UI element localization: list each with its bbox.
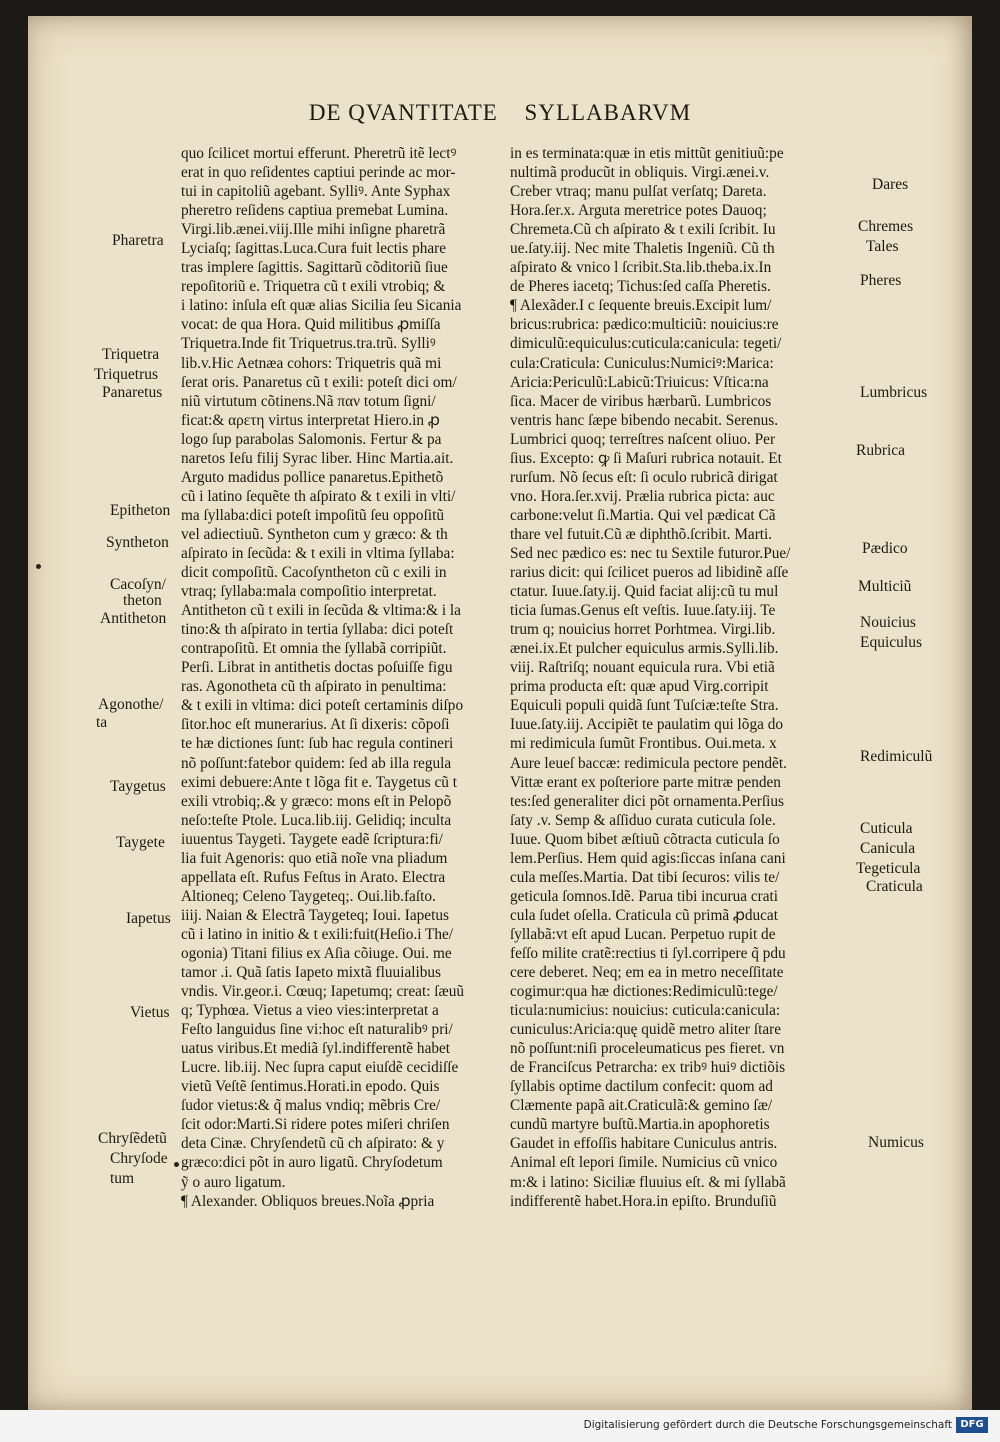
text-line: vocat: de qua Hora. Quid militibus ꝓmiſſa xyxy=(181,316,441,334)
text-line: Sed nec pædico es: nec tu Sextile futuror.Pue/ xyxy=(510,544,791,562)
text-line: Triquetra.Inde fit Triquetrus.tra.trũ. Sylliꝰ xyxy=(181,335,436,353)
text-line: Altioneq; Celeno Taygeteq;. Oui.lib.faſto. xyxy=(181,887,436,905)
text-line: pheretro reſidens captiua premebat Lumina. xyxy=(181,202,449,220)
funding-credit: Digitalisierung gefördert durch die Deutsche Forschungsgemeinschaft xyxy=(583,1419,952,1431)
text-line: tes:ſed generaliter dici põt ornamenta.Perſius xyxy=(510,792,784,810)
running-head xyxy=(28,100,972,126)
text-line: exili vtrobiq;.& y græco: mons eſt in Pelopõ xyxy=(181,792,452,810)
right-text-column xyxy=(510,144,855,1211)
text-line: appellata eſt. Rufus Feſtus in Arato. Electra xyxy=(181,868,446,886)
text-line: bricus:rubrica: pædico:multiciũ: nouicius:re xyxy=(510,316,779,334)
left-text-column xyxy=(181,144,519,1211)
margin-note-left: Pharetra xyxy=(112,232,164,249)
text-line: Antitheton cũ t exili in ſecũda & vltima:& i la xyxy=(181,602,461,620)
text-line: Vittæ erant ex poſteriore parte mitræ penden xyxy=(510,773,781,791)
margin-note-right: Dares xyxy=(872,176,909,193)
text-line: dicit compoſitũ. Cacoſyntheton cũ c exili in xyxy=(181,564,447,582)
text-line: nõ poſſunt:niſi proceleumaticus pes fieret. vn xyxy=(510,1040,785,1058)
text-line: tui in capitoliũ agebant. Sylliꝰ. Ante Syphax xyxy=(181,183,451,201)
margin-note-right: Pædico xyxy=(862,540,908,557)
text-line: Hora.ſer.x. Arguta meretrice potes Dauoq; xyxy=(510,202,767,220)
text-line: Clæmente papã ait.Craticulã:& gemino ſæ/ xyxy=(510,1097,773,1115)
margin-note-right: Rubrica xyxy=(856,442,906,459)
margin-note-left: Epitheton xyxy=(110,502,171,519)
text-line: mi redimicula ſumũt Frontibus. Oui.meta. x xyxy=(510,735,777,753)
text-line: cogimur:qua hæ dictiones:Redimiculũ:tege/ xyxy=(510,983,778,1001)
margin-note-left: Triquetrus xyxy=(94,366,159,383)
margin-note-right: Tegeticula xyxy=(856,860,921,877)
text-line: Virgi.lib.ænei.viij.Ille mihi inſigne pharetrã xyxy=(181,221,446,239)
text-line: Creber vtraq; manu pulſat verſatq; Dareta. xyxy=(510,183,767,201)
text-line: naretos Ieſu filij Syrac liber. Hinc Martia.ait. xyxy=(181,449,454,467)
text-line: ventris hanc ſæpe bibendo necabit. Serenus. xyxy=(510,411,779,429)
text-line: cula meſſes.Martia. Dat tibi ſecuros: vilis te/ xyxy=(510,868,780,886)
text-line: vel adiectiuũ. Syntheton cum y græco: & th xyxy=(181,525,448,543)
margin-note-right: Cuticula xyxy=(860,820,913,837)
margin-note-right: Multiciũ xyxy=(858,578,912,595)
text-line: cũ i latino in initio & t exili:fuit(Heſio.i The/ xyxy=(181,925,454,943)
text-line: aſpirato in ſecũda: & t exili in vltima ſyllaba: xyxy=(181,544,455,562)
margin-note-left: Syntheton xyxy=(106,534,169,551)
text-line: i latino: inſula eſt quæ alias Sicilia ſeu Sicania xyxy=(181,297,462,315)
text-line: tras implere ſagittis. Sagittarũ cõditoriũ ſiue xyxy=(181,259,448,277)
text-line: nõ poſſunt:fatebor quidem: ſed ab illa regula xyxy=(181,754,452,772)
text-line: Lumbrici quoq; terreſtres naſcent oliuo. Per xyxy=(510,430,776,448)
margin-note-left: tum xyxy=(110,1170,135,1187)
text-line: græco:dici põt in auro ligatũ. Chryſodetum xyxy=(181,1154,443,1172)
text-line: prima producta eſt: quæ apud Virg.corripit xyxy=(510,678,769,696)
text-line: vndis. Vir.geor.i. Cœuq; Iapetumq; creat: ſæuũ xyxy=(181,983,465,1001)
text-line: trum q; nouicius horret Porhtmea. Virgi.lib. xyxy=(510,621,776,639)
text-line: ſcit odor:Marti.Si ridere potes miſeri chriſen xyxy=(181,1116,450,1134)
ink-speck xyxy=(174,1162,179,1167)
margin-note-left: Triquetra xyxy=(102,346,160,363)
text-line: Chremeta.Cũ ch aſpirato & t exili ſcribit. Iu xyxy=(510,221,776,239)
text-line: tino:& th aſpirato in tertia ſyllaba: dici poteſt xyxy=(181,621,454,639)
margin-note-right: Numicus xyxy=(868,1134,924,1151)
running-head-left: DE QVANTITATE xyxy=(308,100,498,125)
text-line: Gaudet in effoſſis habitare Cuniculus antris. xyxy=(510,1135,778,1153)
text-line: contrapoſitũ. Et omnia the ſyllabã corripiũt. xyxy=(181,640,447,658)
text-line: ſica. Macer de viribus hærbarũ. Lumbricos xyxy=(510,392,772,410)
text-line: eximi debuere:Ante t lõga fit e. Taygetus cũ t xyxy=(181,773,458,791)
text-line: ỹ o auro ligatum. xyxy=(181,1173,286,1191)
text-line: ſitor.hoc eſt munerarius. At ſi dixeris: cõpoſi xyxy=(181,716,450,734)
text-line: cere deberet. Neq; em ea in metro neceſſitate xyxy=(510,964,784,982)
margin-note-left: Chryſẽdetũ xyxy=(98,1130,167,1147)
text-line: Lyciaſq; ſagittas.Luca.Cura fuit lectis phare xyxy=(181,240,447,258)
text-line: q; Typhœa. Vietus a vieo vies:interpretat a xyxy=(181,1002,439,1020)
text-line: aſpirato & vnico l ſcribit.Sta.lib.theba.ix.In xyxy=(510,259,772,277)
text-line: neſo:teſte Ptole. Luca.lib.iij. Gelidiq; inculta xyxy=(181,811,452,829)
text-line: uatus viribus.Et mediã ſyl.indifferentẽ habet xyxy=(181,1040,451,1058)
margin-note-left: Panaretus xyxy=(102,384,163,401)
text-line: de Pheres iacetq; Tichus:ſed caſſa Pheretis. xyxy=(510,278,771,296)
text-line: ue.ſaty.iij. Nec mite Thaletis Ingeniũ. Cũ th xyxy=(510,240,775,258)
text-line: ticia ſumas.Genus eſt veſtis. Iuue.ſaty.iij. Te xyxy=(510,602,776,620)
text-line: tamor .i. Quã ſatis Iapeto mixtã fluuialibus xyxy=(181,964,441,982)
text-line: dimiculũ:equiculus:cuticula:canicula: tegeti/ xyxy=(510,335,782,353)
margin-note-left: Agonothe/ xyxy=(98,696,164,713)
margin-note-right: Lumbricus xyxy=(860,384,928,401)
text-line: vno. Hora.ſer.xvij. Prælia rubrica picta: auc xyxy=(510,487,775,505)
text-line: Arguto madidus pollice panaretus.Epithetõ xyxy=(181,468,444,486)
margin-note-left: Taygete xyxy=(116,834,165,851)
text-line: ſius. Excepto: ꝙ ſi Maſuri rubrica notauit. Et xyxy=(510,449,782,467)
text-line: iiij. Naian & Electrã Taygeteq; Ioui. Iapetus xyxy=(181,906,449,924)
margin-note-right: Pheres xyxy=(860,272,902,289)
text-line: viij. Raſtriſq; nouant equicula rura. Vbi etiã xyxy=(510,659,775,677)
text-line: Equiculi populi quidã ſunt Tuſciæ:teſte Stra. xyxy=(510,697,779,715)
text-line: quo ſcilicet mortui efferunt. Pheretrũ itẽ lectꝰ xyxy=(181,145,457,162)
text-line: ras. Agonotheta cũ th aſpirato in penultima: xyxy=(181,678,447,696)
margin-note-left: theton xyxy=(123,592,162,609)
margin-note-right: Equiculus xyxy=(860,634,922,651)
margin-note-left: Vietus xyxy=(130,1004,170,1021)
margin-note-right: Nouicius xyxy=(860,614,916,631)
margin-note-right: Tales xyxy=(866,238,899,255)
text-line: te hæ dictiones ſunt: ſub hac regula contineri xyxy=(181,735,454,753)
margin-note-left: Iapetus xyxy=(126,910,171,927)
text-line: ænei.ix.Et pulcher equiculus armis.Sylli.lib. xyxy=(510,640,779,658)
text-line: ficat:& αρετη virtus interpretat Hiero.in ꝓ xyxy=(181,411,440,429)
text-line: feſſo milite cratẽ:rectius ti ſyl.corripere q̃ pdu xyxy=(510,944,786,962)
text-line: cula:Craticula: Cuniculus:Numiciꝰ:Marica: xyxy=(510,354,774,372)
text-line: repoſitoriũ e. Triquetra cũ t exili vtrobiq; & xyxy=(181,278,446,296)
text-line: Aricia:Periculũ:Labicũ:Triuicus: Vſtica:na xyxy=(510,373,769,391)
margin-note-left: Cacoſyn/ xyxy=(110,576,166,593)
text-line: Feſto languidus ſine vi:hoc eſt naturalibꝰ pri/ xyxy=(181,1021,453,1039)
text-line: ſyllabã:vt eſt apud Lucan. Perpetuo rupit de xyxy=(510,925,776,943)
book-page xyxy=(28,16,972,1410)
text-line: nultimã producũt in obliquis. Virgi.ænei.v. xyxy=(510,164,770,182)
ink-speck xyxy=(36,564,41,569)
running-head-right: SYLLABARVM xyxy=(524,100,692,125)
text-line: ¶ Alexander. Obliquos breues.Noĩa ꝓpria xyxy=(181,1192,435,1210)
text-line: logo ſup parabolas Salomonis. Fertur & pa xyxy=(181,430,442,448)
text-line: cuniculus:Aricia:quę quidẽ metro aliter ſtare xyxy=(510,1021,781,1039)
text-line: indifferentẽ habet.Hora.in epiſto. Brunduſiũ xyxy=(510,1192,777,1210)
text-line: vtraq; ſyllaba:mala compoſitio interpretat. xyxy=(181,583,437,601)
text-line: cũ i latino ſequẽte th aſpirato & t exili in vlti/ xyxy=(181,487,456,505)
text-line: lia fuit Agenoris: quo etiã noĩe vna pliadum xyxy=(181,849,448,867)
margin-note-right: Canicula xyxy=(860,840,916,857)
margin-note-left: Antitheton xyxy=(100,610,167,627)
text-line: ctatur. Iuue.ſaty.ij. Quid faciat alij:cũ tu mul xyxy=(510,583,779,601)
text-line: Lucre. lib.iij. Nec ſupra caput eiuſdẽ cecidiſſe xyxy=(181,1059,459,1077)
margin-note-right: Craticula xyxy=(866,878,923,895)
margin-note-right: Chremes xyxy=(858,218,914,235)
margin-note-left: Taygetus xyxy=(110,778,166,795)
text-line: de Franciſcus Petrarcha: ex tribꝰ huiꝰ dictiõis xyxy=(510,1059,786,1077)
text-line: iuuentus Taygeti. Taygete eadẽ ſcriptura:fi/ xyxy=(181,830,443,848)
text-line: carbone:velut ſi.Martia. Qui vel pædicat Cã xyxy=(510,506,776,524)
margin-note-right: Redimiculũ xyxy=(860,748,933,765)
margin-note-left: ta xyxy=(96,714,108,731)
text-line: cula ſudet oſella. Craticula cũ primã ꝓducat xyxy=(510,906,778,924)
text-line: vietũ Veſtẽ ſentimus.Horati.in epodo. Quis xyxy=(181,1078,440,1096)
margin-note-left: Chryſode xyxy=(110,1150,168,1167)
footer-bar xyxy=(0,1410,1000,1442)
text-line: ma ſyllaba:dici poteſt impoſitũ ſeu oppoſitũ xyxy=(181,506,444,524)
text-line: & t exili in vltima: dici poteſt certaminis diſpo xyxy=(181,697,464,715)
text-line: Aure leueſ baccæ: redimicula pectore pendẽt. xyxy=(510,754,787,772)
text-line: erat in quo reſidentes captiui perinde ac mor- xyxy=(181,164,456,182)
text-line: ſudor vietus:& q̃ malus vndiq; mẽbris Cre/ xyxy=(181,1097,441,1115)
text-line: in es terminata:quæ in etis mittũt genitiuũ:pe xyxy=(510,145,784,162)
text-line: cundũ martyre buſtũ.Martia.in apophoretis xyxy=(510,1116,770,1134)
text-line: ogonia) Titani filius ex Aſia cõiuge. Oui. me xyxy=(181,944,452,962)
text-line: Perſi. Librat in antithetis doctas poſuiſſe figu xyxy=(181,659,453,677)
text-line: rurſum. Nõ ſecus eſt: ſi oculo rubricã dirigat xyxy=(510,468,778,486)
text-line: lem.Perſius. Hem quid agis:ſiccas inſana cani xyxy=(510,849,786,867)
text-line: m:& i latino: Siciliæ fluuius eſt. & mi ſyllabã xyxy=(510,1173,786,1191)
text-line: Iuue. Quom bibet æſtiuũ cõtracta cuticula ſo xyxy=(510,830,780,848)
text-line: niũ virtutum cõtinens.Nã παν totum ſigni/ xyxy=(181,392,436,410)
text-line: deta Cinæ. Chryſendetũ cũ ch aſpirato: & y xyxy=(181,1135,445,1153)
text-line: rarius dicit: qui ſcilicet pueros ad libidinẽ aſſe xyxy=(510,564,789,582)
text-line: Animal eſt lepori ſimile. Numicius cũ vnico xyxy=(510,1154,778,1172)
dfg-logo: DFG xyxy=(956,1417,988,1433)
text-line: ticula:numicius: nouicius: cuticula:canicula: xyxy=(510,1002,781,1020)
text-line: Iuue.ſaty.iij. Accipiẽt te paulatim qui lõga do xyxy=(510,716,784,734)
text-line: ſaty .v. Semp & aſſiduo curata cuticula ſole. xyxy=(510,811,776,829)
text-line: ſyllabis optime dactilum confecit: quom ad xyxy=(510,1078,773,1096)
text-line: ſerat oris. Panaretus cũ t exili: poteſt dici om/ xyxy=(181,373,457,391)
text-line: thare vel futuit.Cũ æ diphthõ.ſcribit. Marti. xyxy=(510,525,773,543)
text-line: lib.v.Hic Aetnæa cohors: Triquetris quã mi xyxy=(181,354,442,372)
text-line: geticula ſomnos.Idẽ. Parua tibi incurua crati xyxy=(510,887,779,905)
text-line: ¶ Alexãder.I c ſequente breuis.Excipit lum/ xyxy=(510,297,772,315)
